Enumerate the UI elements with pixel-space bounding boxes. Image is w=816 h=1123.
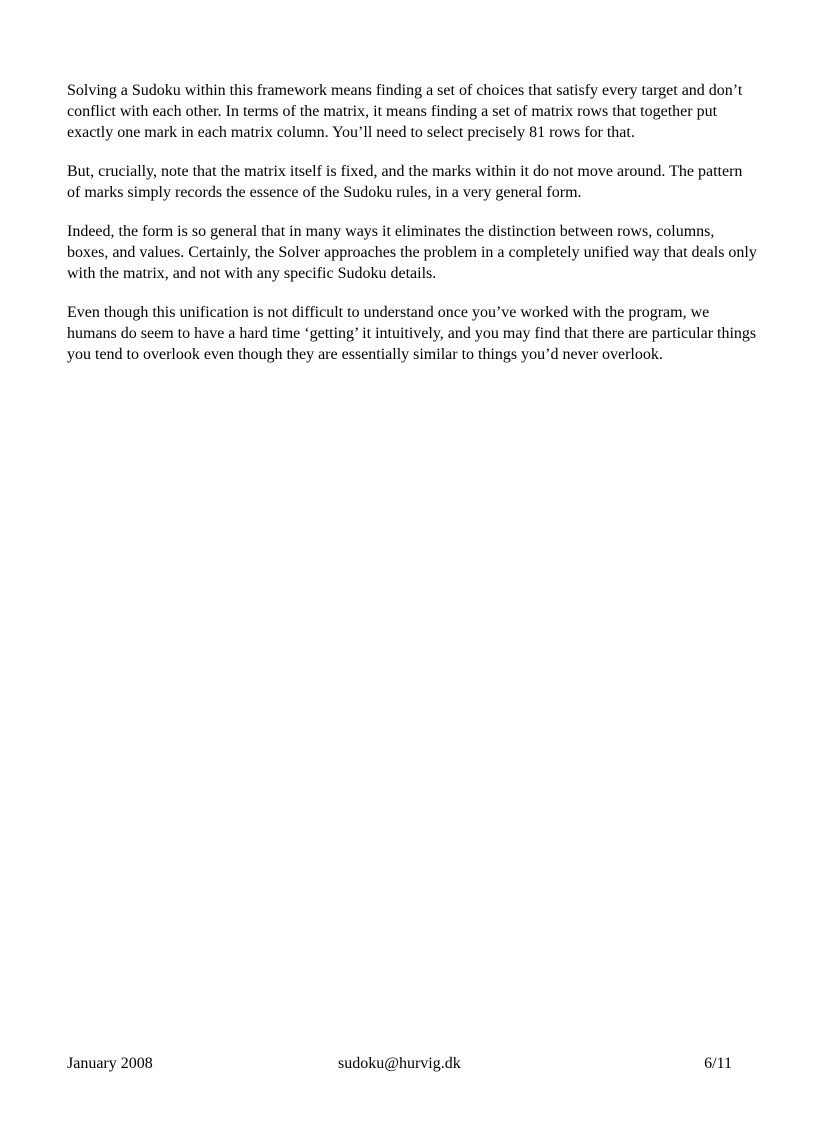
footer-date: January 2008 [67, 1055, 153, 1072]
paragraph-solving: Solving a Sudoku within this framework means finding a set of choices that satisfy every target and don’t conflict with each other. In terms of the matrix, it means finding a set of matrix rows that together put exactly one mark in each matrix column. You’ll need to select precisely 81 rows for that. [67, 82, 743, 141]
footer-email: sudoku@hurvig.dk [338, 1055, 461, 1072]
paragraph-matrix-fixed: But, crucially, note that the matrix itself is fixed, and the marks within it do not move around. The pattern of marks simply records the essence of the Sudoku rules, in a very general form. [67, 163, 743, 201]
page-footer [67, 1053, 732, 1075]
page-body [67, 80, 757, 383]
paragraph-unification: Even though this unification is not difficult to understand once you’ve worked with the program, we humans do seem to have a hard time ‘getting’ it intuitively, and you may find that there are particular things you tend to overlook even though they are essentially similar to things you’d never overlook. [67, 304, 757, 363]
paragraph-general-form: Indeed, the form is so general that in many ways it eliminates the distinction between rows, columns, boxes, and values. Certainly, the Solver approaches the problem in a completely unified way that deals only with the matrix, and not with any specific Sudoku details. [67, 223, 757, 282]
footer-page-number: 6/11 [704, 1055, 732, 1072]
